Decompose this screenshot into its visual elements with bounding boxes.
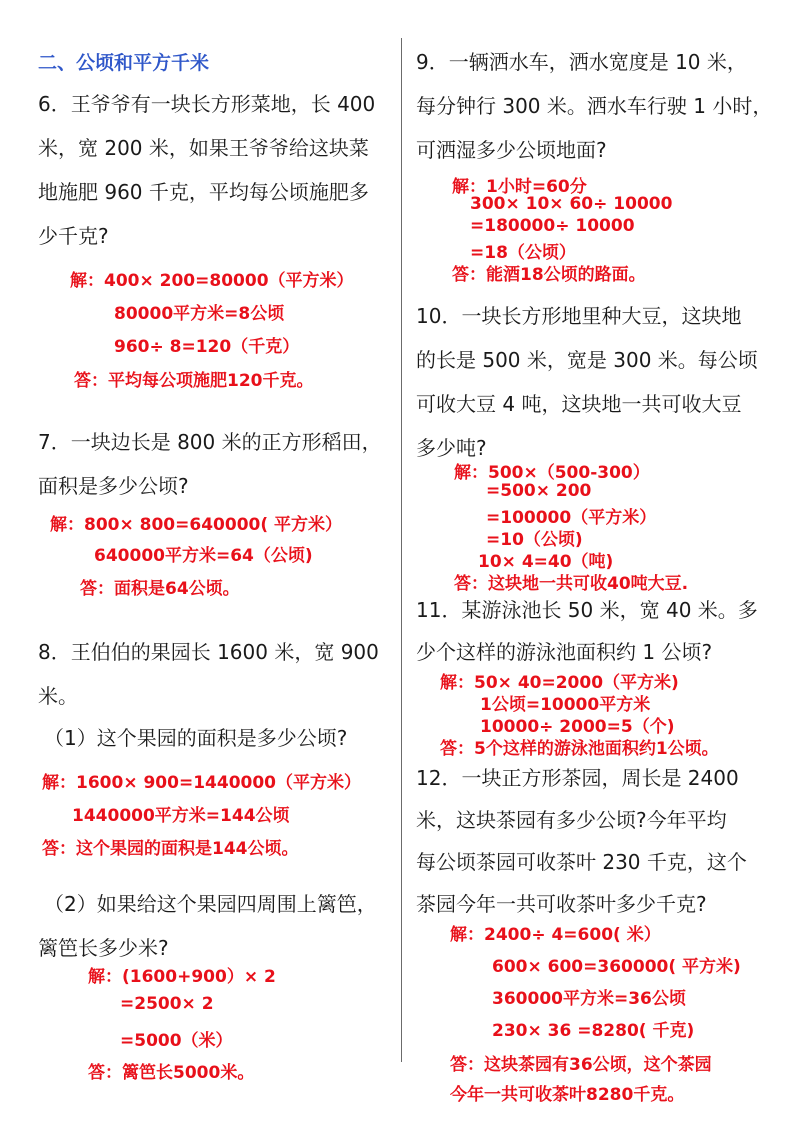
answer-line: 解：2400÷ 4=600( 米） xyxy=(450,925,661,945)
answer-line: 300× 10× 60÷ 10000 xyxy=(470,194,673,214)
question-line: 面积是多少公顷? xyxy=(38,474,189,498)
answer-line: 960÷ 8=120（千克） xyxy=(114,337,300,357)
question-line: 12．一块正方形茶园，周长是 2400 xyxy=(416,766,739,790)
question-line: 茶园今年一共可收茶叶多少千克? xyxy=(416,892,707,916)
question-line: 每公顷茶园可收茶叶 230 千克，这个 xyxy=(416,850,747,874)
answer-line: 解：(1600+900）× 2 xyxy=(88,967,276,987)
question-line: 6．王爷爷有一块长方形菜地，长 400 xyxy=(38,92,376,116)
answer-line: =5000（米） xyxy=(120,1031,233,1051)
answer-line: =10（公顷) xyxy=(486,530,583,550)
question-line: 8．王伯伯的果园长 1600 米，宽 900 xyxy=(38,640,379,664)
answer-line: 答：这块茶园有36公顷，这个茶园 xyxy=(450,1055,712,1075)
question-line: 的长是 500 米，宽是 300 米。每公顷 xyxy=(416,348,758,372)
answer-line: 答：能酒18公顷的路面。 xyxy=(452,265,646,285)
question-line: 每分钟行 300 米。洒水车行驶 1 小时， xyxy=(416,94,773,118)
answer-line: 230× 36 =8280( 千克) xyxy=(492,1021,695,1041)
answer-line: 10000÷ 2000=5（个) xyxy=(480,717,675,737)
section-title: 二、公顷和平方千米 xyxy=(38,52,210,74)
answer-line: =500× 200 xyxy=(486,481,592,501)
sub-question: 篱笆长多少米? xyxy=(38,936,169,960)
question-line: 多少吨? xyxy=(416,436,487,460)
question-line: 9．一辆洒水车，洒水宽度是 10 米， xyxy=(416,50,747,74)
question-line: 米，这块茶园有多少公顷?今年平均 xyxy=(416,808,727,832)
question-line: 7．一块边长是 800 米的正方形稻田， xyxy=(38,430,382,454)
answer-line: 解：1600× 900=1440000（平方米） xyxy=(42,773,362,793)
answer-line: 640000平方米=64（公顷) xyxy=(94,546,313,566)
question-line: 地施肥 960 千克，平均每公顷施肥多 xyxy=(38,180,369,204)
answer-line: 解：400× 200=80000（平方米） xyxy=(70,271,354,291)
answer-line: 解：500×（500-300） xyxy=(454,463,650,483)
answer-line: 解：800× 800=640000( 平方米） xyxy=(50,515,343,535)
answer-line: 解：1小时=60分 xyxy=(452,177,587,197)
question-line: 少千克? xyxy=(38,224,109,248)
question-line: 米，宽 200 米，如果王爷爷给这块菜 xyxy=(38,136,369,160)
answer-line: 答：这块地一共可收40吨大豆. xyxy=(454,574,689,594)
answer-line: 600× 600=360000( 平方米) xyxy=(492,957,741,977)
question-line: 10．一块长方形地里种大豆，这块地 xyxy=(416,304,742,328)
question-line: 可洒湿多少公顷地面? xyxy=(416,138,607,162)
answer-line: 80000平方米=8公顷 xyxy=(114,304,285,324)
question-line: 少个这样的游泳池面积约 1 公顷? xyxy=(416,640,713,664)
answer-line: 答：这个果园的面积是144公顷。 xyxy=(42,839,299,859)
answer-line: 10× 4=40（吨) xyxy=(478,552,614,572)
answer-line: =180000÷ 10000 xyxy=(470,216,635,236)
answer-line: =2500× 2 xyxy=(120,994,214,1014)
question-line: 可收大豆 4 吨，这块地一共可收大豆 xyxy=(416,392,742,416)
answer-line: 360000平方米=36公顷 xyxy=(492,989,686,1009)
answer-line: 答：平均每公项施肥120千克。 xyxy=(74,371,314,391)
question-line: 米。 xyxy=(38,684,78,708)
sub-question: （2）如果给这个果园四周围上篱笆， xyxy=(44,892,377,916)
question-line: 11．某游泳池长 50 米，宽 40 米。多 xyxy=(416,598,758,622)
answer-line: 答：5个这样的游泳池面积约1公顷。 xyxy=(440,739,719,759)
answer-line: 1440000平方米=144公顷 xyxy=(72,806,290,826)
column-divider xyxy=(401,38,402,1062)
answer-line: 今年一共可收茶叶8280千克。 xyxy=(450,1085,685,1105)
answer-line: 答：面积是64公顷。 xyxy=(80,579,240,599)
answer-line: 答：篱笆长5000米。 xyxy=(88,1063,255,1083)
answer-line: =100000（平方米） xyxy=(486,508,657,528)
answer-line: 解：50× 40=2000（平方米) xyxy=(440,673,679,693)
answer-line: =18（公顷） xyxy=(470,243,576,263)
sub-question: （1）这个果园的面积是多少公顷? xyxy=(44,726,348,750)
answer-line: 1公顷=10000平方米 xyxy=(480,695,651,715)
